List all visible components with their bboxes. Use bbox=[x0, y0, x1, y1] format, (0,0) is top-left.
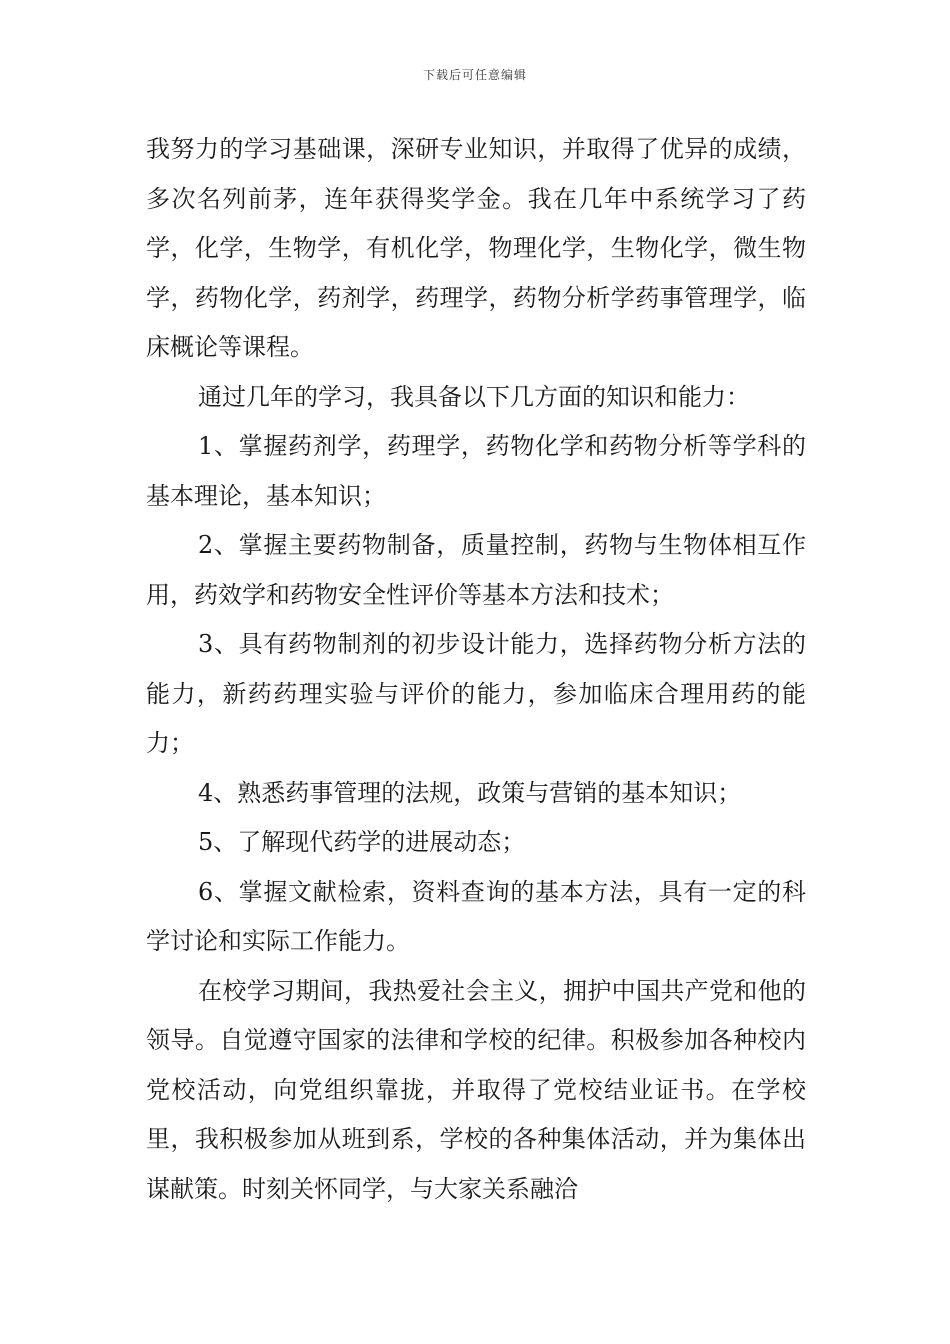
header-note: 下载后可任意编辑 bbox=[422, 68, 527, 82]
paragraph-abilities-intro: 通过几年的学习，我具备以下几方面的知识和能力： bbox=[198, 382, 750, 411]
paragraph-ability-5: 5、了解现代药学的进展动态； bbox=[198, 828, 526, 856]
paragraph-school-life: 在校学习期间，我热爱社会主义，拥护中国共产党和他的领导。自觉遵守国家的法律和学校的纪律。积极参加各种校内党校活动，向党组织靠拢，并取得了党校结业证书。在学校里，我积极参加从班到系，学校的各种集体活动，并为集体出谋献策。时刻关怀同学，与大家关系融洽 bbox=[146, 976, 806, 1203]
document-body bbox=[146, 125, 806, 1214]
paragraph-ability-1: 1、掌握药剂学，药理学，药物化学和药物分析等学科的基本理论，基本知识； bbox=[146, 432, 806, 510]
paragraph-ability-4: 4、熟悉药事管理的法规，政策与营销的基本知识； bbox=[198, 778, 742, 807]
paragraph-ability-6: 6、掌握文献检索，资料查询的基本方法，具有一定的科学讨论和实际工作能力。 bbox=[146, 877, 806, 955]
paragraph-study-summary: 我努力的学习基础课，深研专业知识，并取得了优异的成绩，多次名列前茅，连年获得奖学金。我在几年中系统学习了药学，化学，生物学，有机化学，物理化学，生物化学，微生物学，药物化学，药剂学，药理学，药物分析学药事管理学，临床概论等课程。 bbox=[146, 135, 806, 361]
paragraph-ability-3: 3、具有药物制剂的初步设计能力，选择药物分析方法的能力，新药药理实验与评价的能力，参加临床合理用药的能力； bbox=[146, 630, 806, 757]
paragraph-ability-2: 2、掌握主要药物制备，质量控制，药物与生物体相互作用，药效学和药物安全性评价等基本方法和技术； bbox=[146, 531, 806, 609]
